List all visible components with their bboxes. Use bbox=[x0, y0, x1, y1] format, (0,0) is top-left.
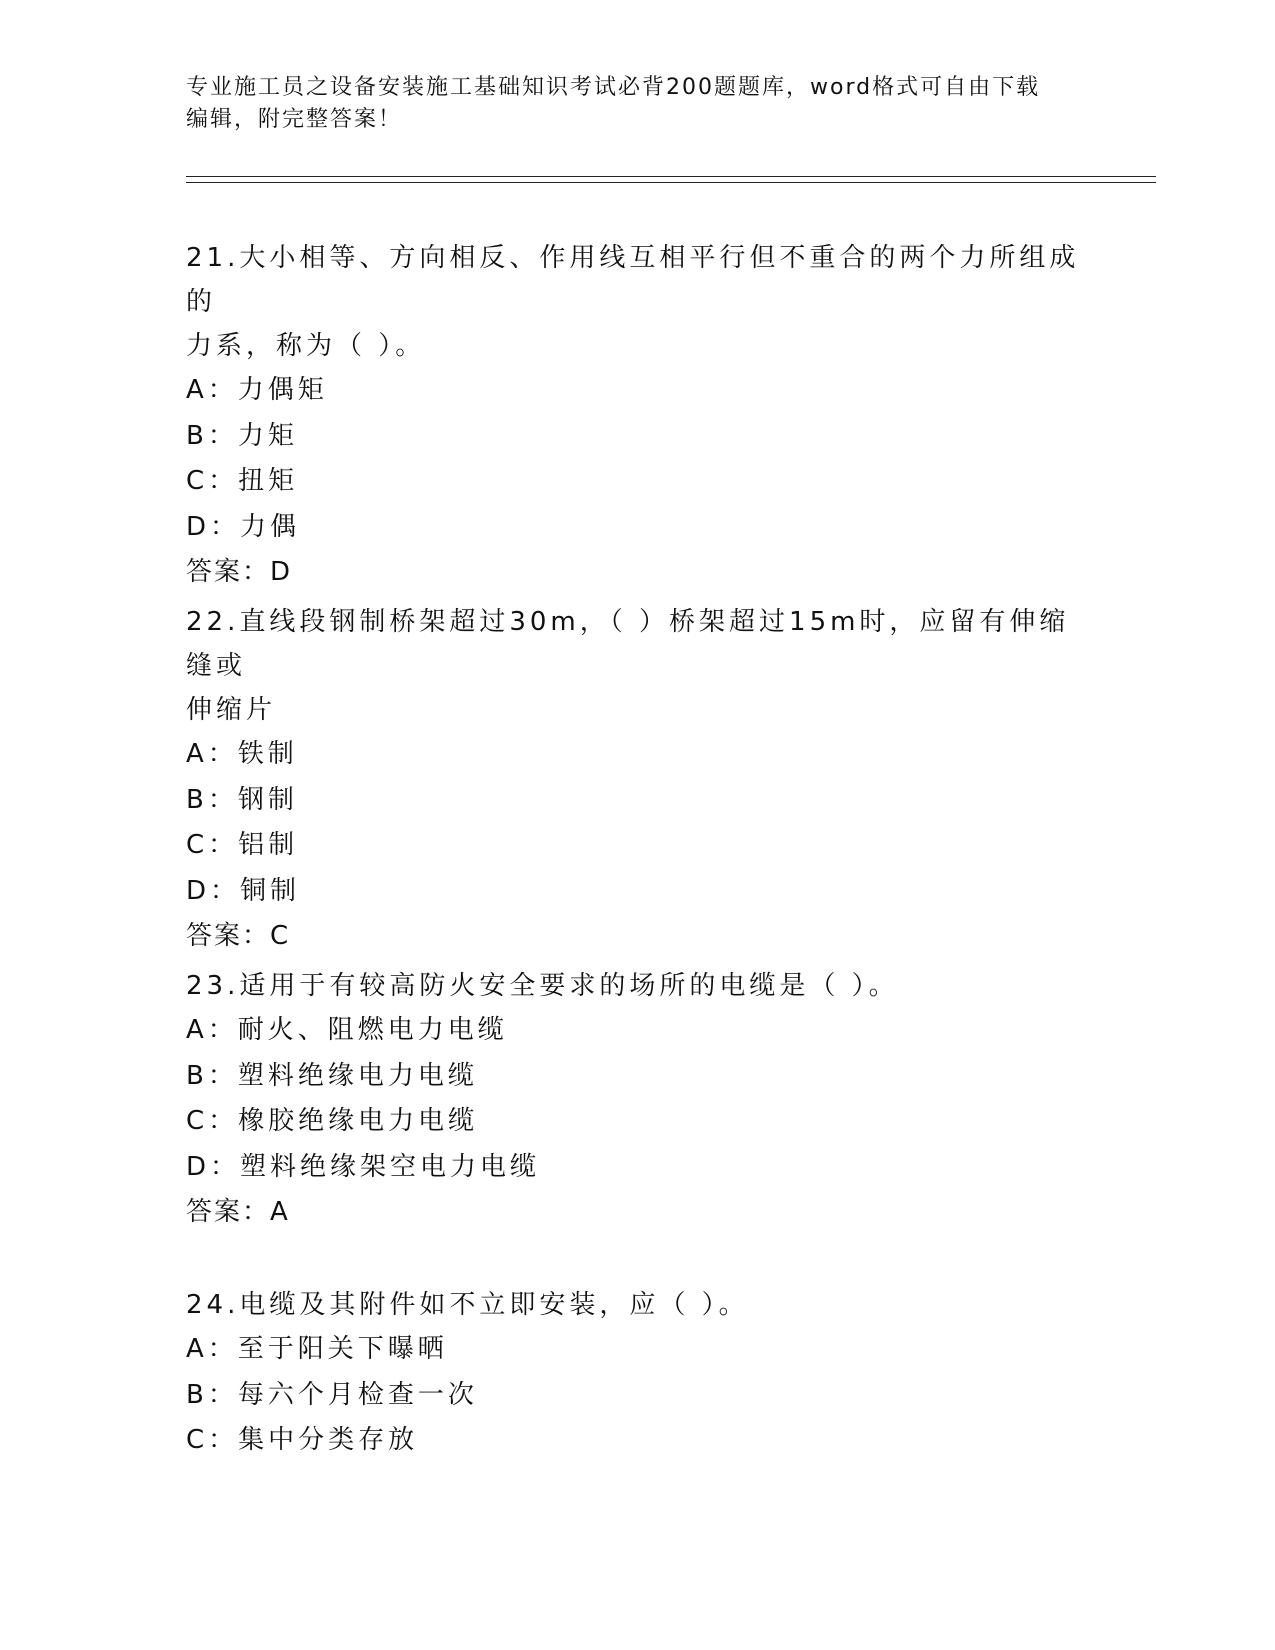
option-b: B：每六个月检查一次 bbox=[186, 1379, 478, 1410]
option-a: A：至于阳关下曝晒 bbox=[186, 1334, 448, 1364]
question-stem-continued: 伸缩片 bbox=[186, 695, 277, 725]
option-b: B：塑料绝缘电力电缆 bbox=[186, 1060, 478, 1091]
option-b: B：钢制 bbox=[186, 784, 298, 815]
header-divider-top bbox=[186, 176, 1156, 177]
question-stem-continued: 力系，称为（ ）。 bbox=[186, 331, 426, 361]
question-stem: 22.直线段钢制桥架超过30m，（ ）桥架超过15m时，应留有伸缩缝或 bbox=[186, 607, 1070, 681]
question-23 bbox=[186, 964, 1086, 1236]
option-c: C：铝制 bbox=[186, 830, 299, 861]
answer: 答案：C bbox=[186, 921, 291, 952]
question-stem: 23.适用于有较高防火安全要求的场所的电缆是（ ）。 bbox=[186, 971, 899, 1001]
header-divider-bottom bbox=[186, 182, 1156, 183]
option-a: A：耐火、阻燃电力电缆 bbox=[186, 1015, 508, 1045]
option-b: B：力矩 bbox=[186, 420, 298, 451]
question-stem: 21.大小相等、方向相反、作用线互相平行但不重合的两个力所组成的 bbox=[186, 243, 1080, 317]
header-title-line-1: 专业施工员之设备安装施工基础知识考试必背200题题库，word格式可自由下载 bbox=[186, 75, 1041, 100]
option-d: D：塑料绝缘架空电力电缆 bbox=[186, 1151, 541, 1182]
question-24 bbox=[186, 1283, 1086, 1464]
option-d: D：铜制 bbox=[186, 875, 301, 906]
header-title-line-2: 编辑，附完整答案！ bbox=[186, 107, 403, 132]
option-c: C：橡胶绝缘电力电缆 bbox=[186, 1106, 479, 1137]
answer: 答案：D bbox=[186, 557, 293, 588]
question-stem: 24.电缆及其附件如不立即安装，应（ ）。 bbox=[186, 1290, 749, 1320]
option-a: A：铁制 bbox=[186, 739, 298, 769]
option-d: D：力偶 bbox=[186, 511, 301, 542]
document-header bbox=[186, 72, 1086, 136]
question-21 bbox=[186, 236, 1086, 596]
option-c: C：集中分类存放 bbox=[186, 1425, 419, 1456]
option-a: A：力偶矩 bbox=[186, 375, 328, 405]
question-22 bbox=[186, 600, 1086, 960]
answer: 答案：A bbox=[186, 1197, 290, 1228]
option-c: C：扭矩 bbox=[186, 466, 299, 497]
